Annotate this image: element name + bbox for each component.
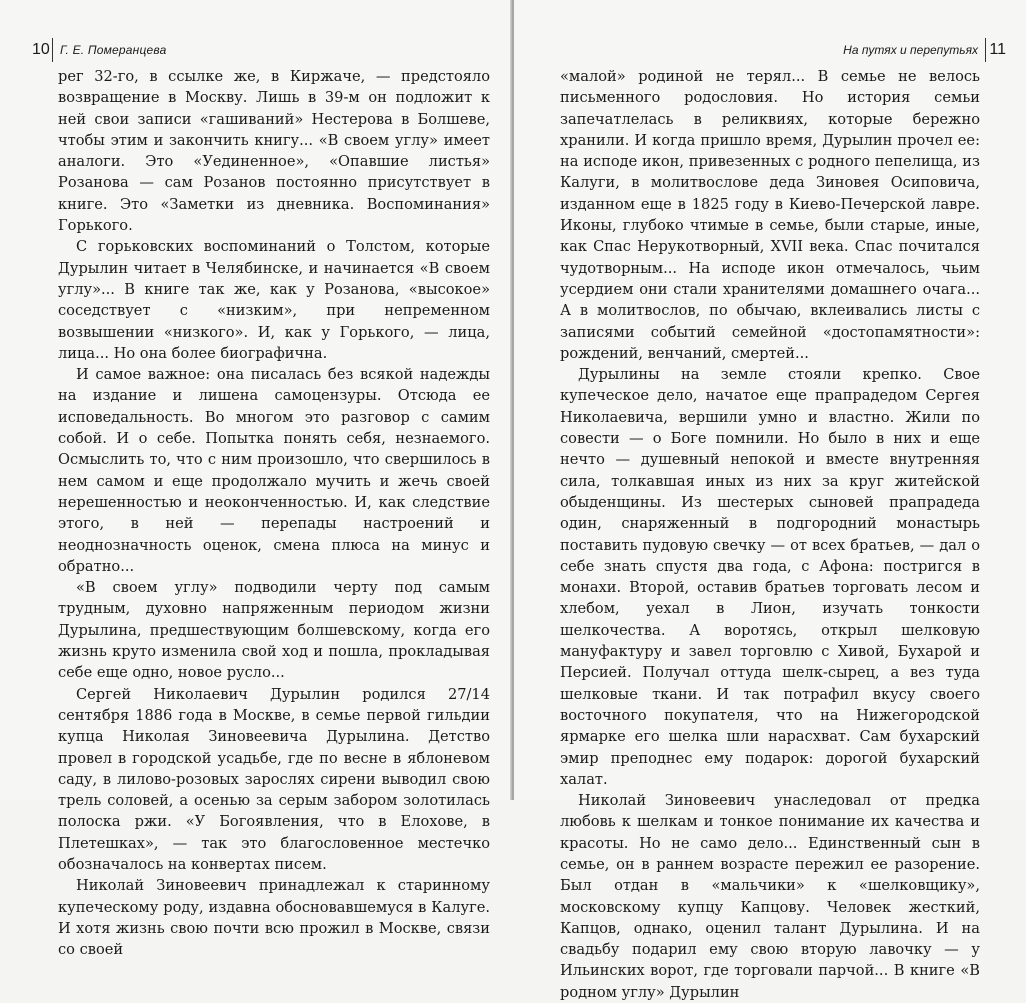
page-number: 11 bbox=[989, 41, 1006, 58]
paragraph: И самое важное: она писалась без всякой надежды на издание и лишена самоцензуры. Отсюда ее исповедальность. Во многом это разговор с самим собой. И о себе. Попытка понять себя, незнаемого. Осмыслить то, что с ним произошло, что свершилось в нем самом и еще продолжало мучить и жечь своей нерешенностью и неоконченностью. И, как следствие этого, в ней — перепады настроений и неоднозначность оценок, смена плюса на минус и обратно... bbox=[58, 366, 490, 575]
paragraph: «В своем углу» подводили черту под самым трудным, духовно напряженным периодом жизни Дурылина, предшествующим болшевскому, когда его жизнь круто изменила свой ход и пошла, прокладывая себе еще одно, новое русло... bbox=[58, 579, 490, 682]
running-head: На путях и перепутьях bbox=[843, 43, 978, 57]
header-divider bbox=[52, 38, 53, 62]
left-page bbox=[0, 0, 512, 959]
paragraph: Николай Зиновеевич принадлежал к старинному купеческому роду, издавна обосновавшемуся в Калуге. И хотя жизнь свою почти всю прожил в Москве, связи со своей bbox=[58, 877, 490, 959]
paragraph: рег 32-го, в ссылке же, в Киржаче, — предстояло возвращение в Москву. Лишь в 39-м он подложит к ней свои записи «гашиваний» Нестерова в Болшеве, чтобы этим и закончить книгу... «В своем углу» имеет аналоги. Это «Уединенное», «Опавшие листья» Розанова — сам Розанов постоянно присутствует в книге. Это «Заметки из дневника. Воспоминания» Горького. bbox=[58, 68, 490, 235]
paragraph: Николай Зиновеевич унаследовал от предка любовь к шелкам и тонкое понимание их качества и красоты. Но не само дело... Единственный сын в семье, он в раннем возрасте пережил ее разорение. Был отдан в «мальчики» к «шелковщику», московскому купцу Капцову. Человек жесткий, Капцов, однако, оценил талант Дурылина. И на свадьбу подарил ему свою вторую лавочку — у Ильинских ворот, где торговали парчой... В книге «В родном углу» Дурылин bbox=[560, 792, 980, 1001]
right-page-body bbox=[560, 66, 980, 1003]
right-page-header bbox=[560, 38, 1006, 62]
right-page bbox=[514, 0, 1026, 1001]
paragraph: Сергей Николаевич Дурылин родился 27/14 сентября 1886 года в Москве, в семье первой гильдии купца Николая Зиновеевича Дурылина. Детство провел в городской усадьбе, где по весне в яблоневом саду, в лилово-розовых зарослях сирени выводил свою трель соловей, а осенью за серым забором золотилась полоска ржи. «У Богоявления, что в Елохове, в Плетешках», — так это благословенное местечко обозначалось на конвертах писем. bbox=[58, 685, 490, 873]
left-page-body bbox=[58, 66, 490, 960]
paragraph: «малой» родиной не терял... В семье не велось письменного родословия. Но история семьи запечатлелась в реликвиях, которые бережно хранили. И когда пришло время, Дурылин прочел ее: на исподе икон, привезенных с родного пепелища, из Калуги, в молитвослове деда Зиновея Осиповича, изданном еще в 1825 году в Киево-Печерской лавре. Иконы, глубоко чтимые в семье, были старые, иные, как Спас Нерукотворный, XVII века. Спас почитался чудотворным... На исподе икон отмечалось, чьим усердием они стали хранителями домашнего очага... А в молитвослов, по обычаю, вклеивались листы с записями событий семейной «достопамятности»: рождений, венчаний, смертей... bbox=[560, 68, 980, 362]
left-page-header bbox=[32, 38, 490, 62]
header-divider bbox=[985, 38, 986, 62]
page-number: 10 bbox=[32, 41, 50, 58]
running-head: Г. Е. Померанцева bbox=[60, 43, 167, 57]
paragraph: Дурылины на земле стояли крепко. Свое купеческое дело, начатое еще прапрадедом Сергея Николаевича, вершили умно и властно. Жили по совести — о Боге помнили. Но было в них и еще нечто — душевный непокой и вместе внутренняя сила, толкавшая иных из них за круг житейской обыденщины. Из шестерых сыновей прапрадеда один, снаряженный в подгородний монастырь поставить пудовую свечку — от всех братьев, — дал о себе знать спустя два года, с Афона: постригся в монахи. Второй, оставив братьев торговать лесом и хлебом, уехал в Лион, изучать тонкости шелкочества. А воротясь, открыл шелковую мануфактуру и завел торговлю с Хивой, Бухарой и Персией. Получал оттуда шелк-сырец, а вез туда шелковые ткани. И так потрафил вкусу своего восточного покупателя, что на Нижегородской ярмарке его шелка шли нарасхват. Сам бухарский эмир преподнес ему подарок: дорогой бухарский халат. bbox=[560, 366, 980, 788]
paragraph: С горьковских воспоминаний о Толстом, которые Дурылин читает в Челябинске, и начинается «В своем углу»... В книге так же, как у Розанова, «высокое» соседствует с «низким», при непременном возвышении «низкого». И, как у Горького, — лица, лица... Но она более биографична. bbox=[58, 238, 490, 362]
